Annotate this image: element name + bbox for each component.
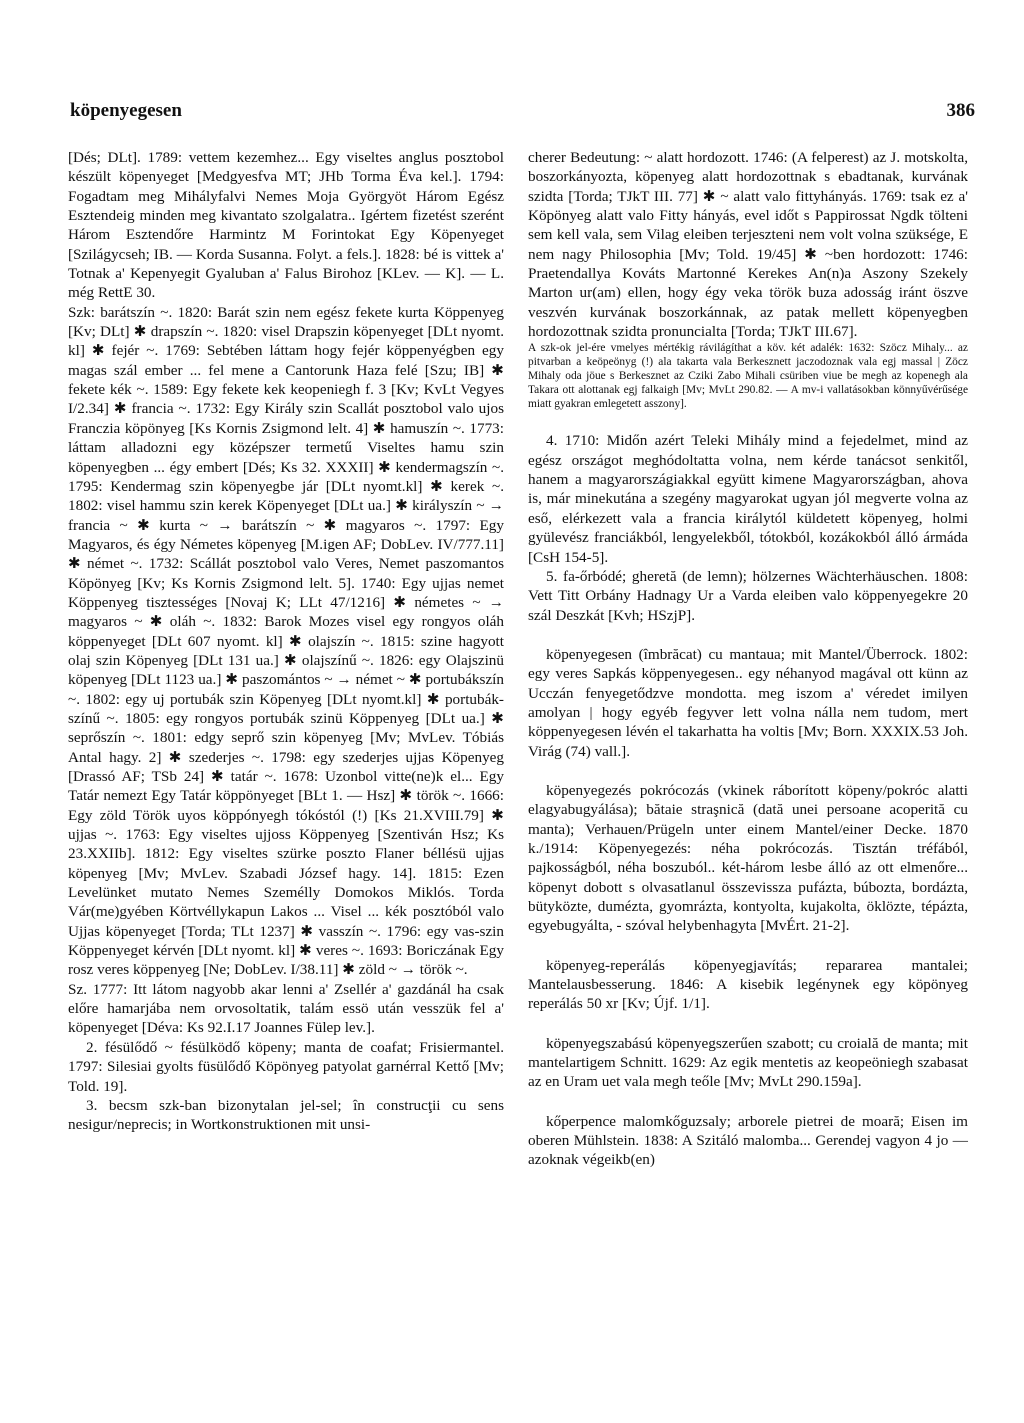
- running-headword: köpenyegesen: [70, 100, 182, 121]
- sense-5: 5. fa-őrbódé; gheretă (de lemn); hölzernes Wächterhäuschen. 1808: Vett Titt Orbány Hadnagy Ur a Varda eleiben valo köppenyegekre 20 szál Deszkát [Kvh; HSzjP].: [528, 567, 968, 624]
- page-number: 386: [946, 100, 975, 121]
- entry-kopenyeg-reperalas: köpenyeg-reperálás köpenyegjavítás; repararea mantalei; Mantelausbesserung. 1846: A kisebik legénynek egy köpönyeg reperálás 50 xr [Kv; Újf. 1/1].: [528, 956, 968, 1013]
- left-column: [68, 148, 504, 1135]
- entry-koperpence: kőperpence malomkőguzsaly; arborele pietrei de moară; Eisen im oberen Mühlstein. 1838: A Szitáló malomba... Gerendej vagyon 4 jo — azoknak végeikb(en): [528, 1112, 968, 1169]
- entry-continuation: [Dés; DLt]. 1789: vettem kezemhez... Egy viseltes anglus posztobol készült köpenyeget [Medgyesfva MT; JHb Torma Éva kel.]. 1794: Fogadtam meg Mihályfalvi Nemes Moja Györgyöt Három Egész Esztendeig minden meg kivantato szolgalatra.. Igértem fizetést szerént Három Esztendőre Harmintz M Forintokat Egy Köpenyeget [Szilágycseh; IB. — Korda Susanna. Folyt. a fels.]. 1828: bé is vittek a' Totnak a' Kepenyegit Gyaluban a' Falus Birohoz [KLev. — K]. — L. még RettE 30.: [68, 149, 504, 302]
- page-header: [70, 100, 975, 128]
- compound-entries: Szk: barátszín ~. 1820: Barát szin nem egész fekete kurta Köppenyeg [Kv; DLt] ✱ drapszín ~. 1820: visel Drapszin köpenyeget [DLt nyomt. kl] ✱ fejér ~. 1769: Sebtében láttam hogy fejér köppenyégben egy magas szál ember ... fel mene a Cantorunk Haza felé [Szu; IB] ✱ fekete kék ~. 1589: Egy fekete kek keopeniegh f. 3 [Kv; KvLt Vegyes I/2.34] ✱ francia ~. 1732: Egy Király szin Scallát posztobol valo ujos Franczia köpönyeg [Ks Kornis Zsigmond lelt. 4] ✱ hamuszín ~. 1773: láttam alladozni egy középszer termetű Viseltes hamu szin köpenyegben ... égy embert [Dés; Ks 32. XXXII] ✱ kendermagszín ~. 1795: Kendermag szin köpenyegbe jár [DLt nyomt.kl] ✱ kerek ~. 1802: visel hammu szin kerek Köpenyeget [DLt ua.] ✱ királyszín ~ → francia ~ ✱ kurta ~ → barátszín ~ ✱ magyaros ~. 1797: Egy Magyaros, és égy Németes köpenyeg [M.igen AF; DobLev. IV/777.11] ✱ német ~. 1732: Scállát posztobol valo Veres, Nemet paszomantos Köpönyeg [Kv; Ks Kornis Zsigmond lelt. 5]. 1740: Egy ujjas nemet Köppenyeg tisztességes [Novaj K; LLt 47/1216] ✱ németes ~ → magyaros ~ ✱ oláh ~. 1832: Barok Mozes visel egy rongyos oláh köppenyeget [DLt 607 nyomt. kl] ✱ olajszín ~. 1815: szine hagyott olaj szin Köpenyeg [DLt 131 ua.] ✱ olajszínű ~. 1826: egy Olajszinü köpenyeg [DLt 1123 ua.] ✱ paszomántos ~ → német ~ ✱ portubákszín ~. 1802: egy uj portubák szin Köpenyeg [DLt nyomt.kl] ✱ portubák-színű ~. 1805: egy rongyos portubák szinü Köppenyeg [DLt ua.] ✱ seprőszín ~. 1801: edgy seprő szin köpenyeg [Mv; MvLev. Tóbiás Antal hagy. 2] ✱ szederjes ~. 1798: egy szederjes ujjas Köpenyeg [Drassó AF; TSb 24] ✱ tatár ~. 1678: Uzonbol vitte(ne)k el... Egy Tatár nemezt Egy Tatár köppönyeget [BLt 1. — Hsz] ✱ török ~. 1666: Egy zöld Török uyos köppónyegh tókóstól (!) [Ks 21.XVIII.79] ✱ ujjas ~. 1763: Egy viseltes ujjoss Köppenyeg [Szentiván Hsz; Ks 23.XXIIb]. 1812: Egy viseltes szürke poszto Flaner béllésü ujjas köpenyeg [Mv; MvLev. Szabadi József hagy. 14]. 1815: Ezen Levelünket mutato Nemes Személly Domokos Miklós. Torda Vár(me)gyében Körtvéllykapun Lakos ... Visel ... kék posztóból valo Ujjas köpenyeget [Torda; TLt 1237] ✱ vasszín ~. 1796: egy vas-szin Köppenyeget kérvén [DLt nyomt. kl] ✱ veres ~. 1693: Boriczának Egy rosz veres köppenyeg [Ne; DobLev. I/38.11] ✱ zöld ~ → török ~.: [68, 303, 504, 979]
- sense-4: 4. 1710: Midőn azért Teleki Mihály mind a fejedelmet, mind az egész országot meghódoltatta volna, nem kérde tanácsot senkitől, hanem a magyarországiakkal együtt kimene Magyarországban, ahova is, már minekutána a szegény magyarokat ugyan jól megverte volna az eső, elérkezett vala a francia királytól küldetett köpenyeg, holmi gyülevész franciákból, lengyelekből, tótokból, kozákokból álló ármáda [CsH 154-5].: [528, 432, 968, 566]
- entry-kopenyegszabasu: köpenyegszabású köpenyegszerűen szabott; cu croială de manta; mit mantelartigem Schnitt. 1629: Az egik mentetis az keopeöniegh szabasat az en Uram uet vala megh teőle [Mv; MvLt 290.159a].: [528, 1034, 968, 1091]
- footnote: A szk-ok jel-ére vmelyes mértékig rávilágíthat a köv. két adalék: 1632: Szöcz Mihaly... az pitvarban a keöpeönyg (!) ala takarta vala Berkesznett jaczodoznak vala egj massal | Zöcz Mihaly oda jöue s Berkesznet az Cziki Zabo Mihali csüriben viue be megh az kopenegh ala Takara ott alottanak egj falkaigh [Mv; MvLt 290.82. — A mv-i vallatásokban könnyűvérűsége miatt gyakran emlegetett asszony].: [528, 342, 968, 411]
- figurative-sense: Sz. 1777: Itt látom nagyobb akar lenni a' Zsellér a' gazdánál ha csak előre hamarjába nem orvosoltatik, talám essö után vesszük fel a' köpenyeget [Déva: Ks 92.I.17 Joannes Fülep lev.].: [68, 980, 504, 1037]
- entry-kopenyegezes: köpenyegezés pokrócozás (vkinek ráborított köpeny/pokróc alatti elagyabugyálása); bătaie straşnică (dată unei persoane acoperită cu manta); Verhauen/Prügeln unter einem Mantel/einer Decke. 1870 k./1914: Köpenyegezés: néha pokrócozás. Tisztán tréfából, pajkosságból, néha boszuból.. két-három lesbe álló az ott elmenőre... köpenyt dobott s olvasatlanul összevissza pufázta, búbozta, bordázta, bütyközte, dumézta, gyomrázta, kontyolta, kujakolta, öklözte, tépázta, egyebugyálta, - szóval helybenhagyta [MvÉrt. 21-2].: [528, 781, 968, 935]
- sense-2: 2. fésülődő ~ fésülködő köpeny; manta de coafat; Frisiermantel. 1797: Silesiai gyolts füsülődő Köpönyeg patyolat garnérral Kettő [Mv; Told. 19].: [68, 1038, 504, 1095]
- entry-kopenyegesen: köpenyegesen (îmbrăcat) cu mantaua; mit Mantel/Überrock. 1802: egy veres Sapkás köppenyegesen.. egy néhanyod magával ott künn az Ucczán fenyegetődzve mondotta. meg iszom a' véredet imilyen amolyan | hogy egyéb fegyver lett volna nálla nem tudom, mert köppenyegesen lévén el takarhatta ha voltis [Mv; Born. XXXIX.53 Joh. Virág (74) vall.].: [528, 645, 968, 760]
- sense-3: 3. becsm szk-ban bizonytalan jel-sel; în construcţii cu sens nesigur/neprecis; in Wortkonstruktionen mit unsi-: [68, 1096, 504, 1134]
- right-column: [528, 148, 968, 1170]
- sense-3-continuation: cherer Bedeutung: ~ alatt hordozott. 1746: (A felperest) az J. motskolta, boszorkányozta, köpenyeg alatt hordozottnak s ebadtanak, kurvának szidta [Torda; TJkT III. 77] ✱ ~ alatt valo fittyhányás. 1769: tsak ez a' Köpönyeg alatt valo Fitty hányás, evel időt s Pappirossat Ngdk tölteni sem kell vala, sem Vilag eleiben terjeszteni nem volt volna szüksége, E nem nagy Philosophia [Mv; Told. 19/45] ✱ ~ben hordozott: 1746: Praetendallya Kováts Martonné Kerekes An(n)a Aszony Szekely Marton ur(am) ellen, hogy égy veka török buza adosság iránt öszve veszvén kurvának boszorkánnak, az patak mellett köpenyegben hordozottnak szidta pronuncialta [Torda; TJkT III.67].: [528, 149, 968, 341]
